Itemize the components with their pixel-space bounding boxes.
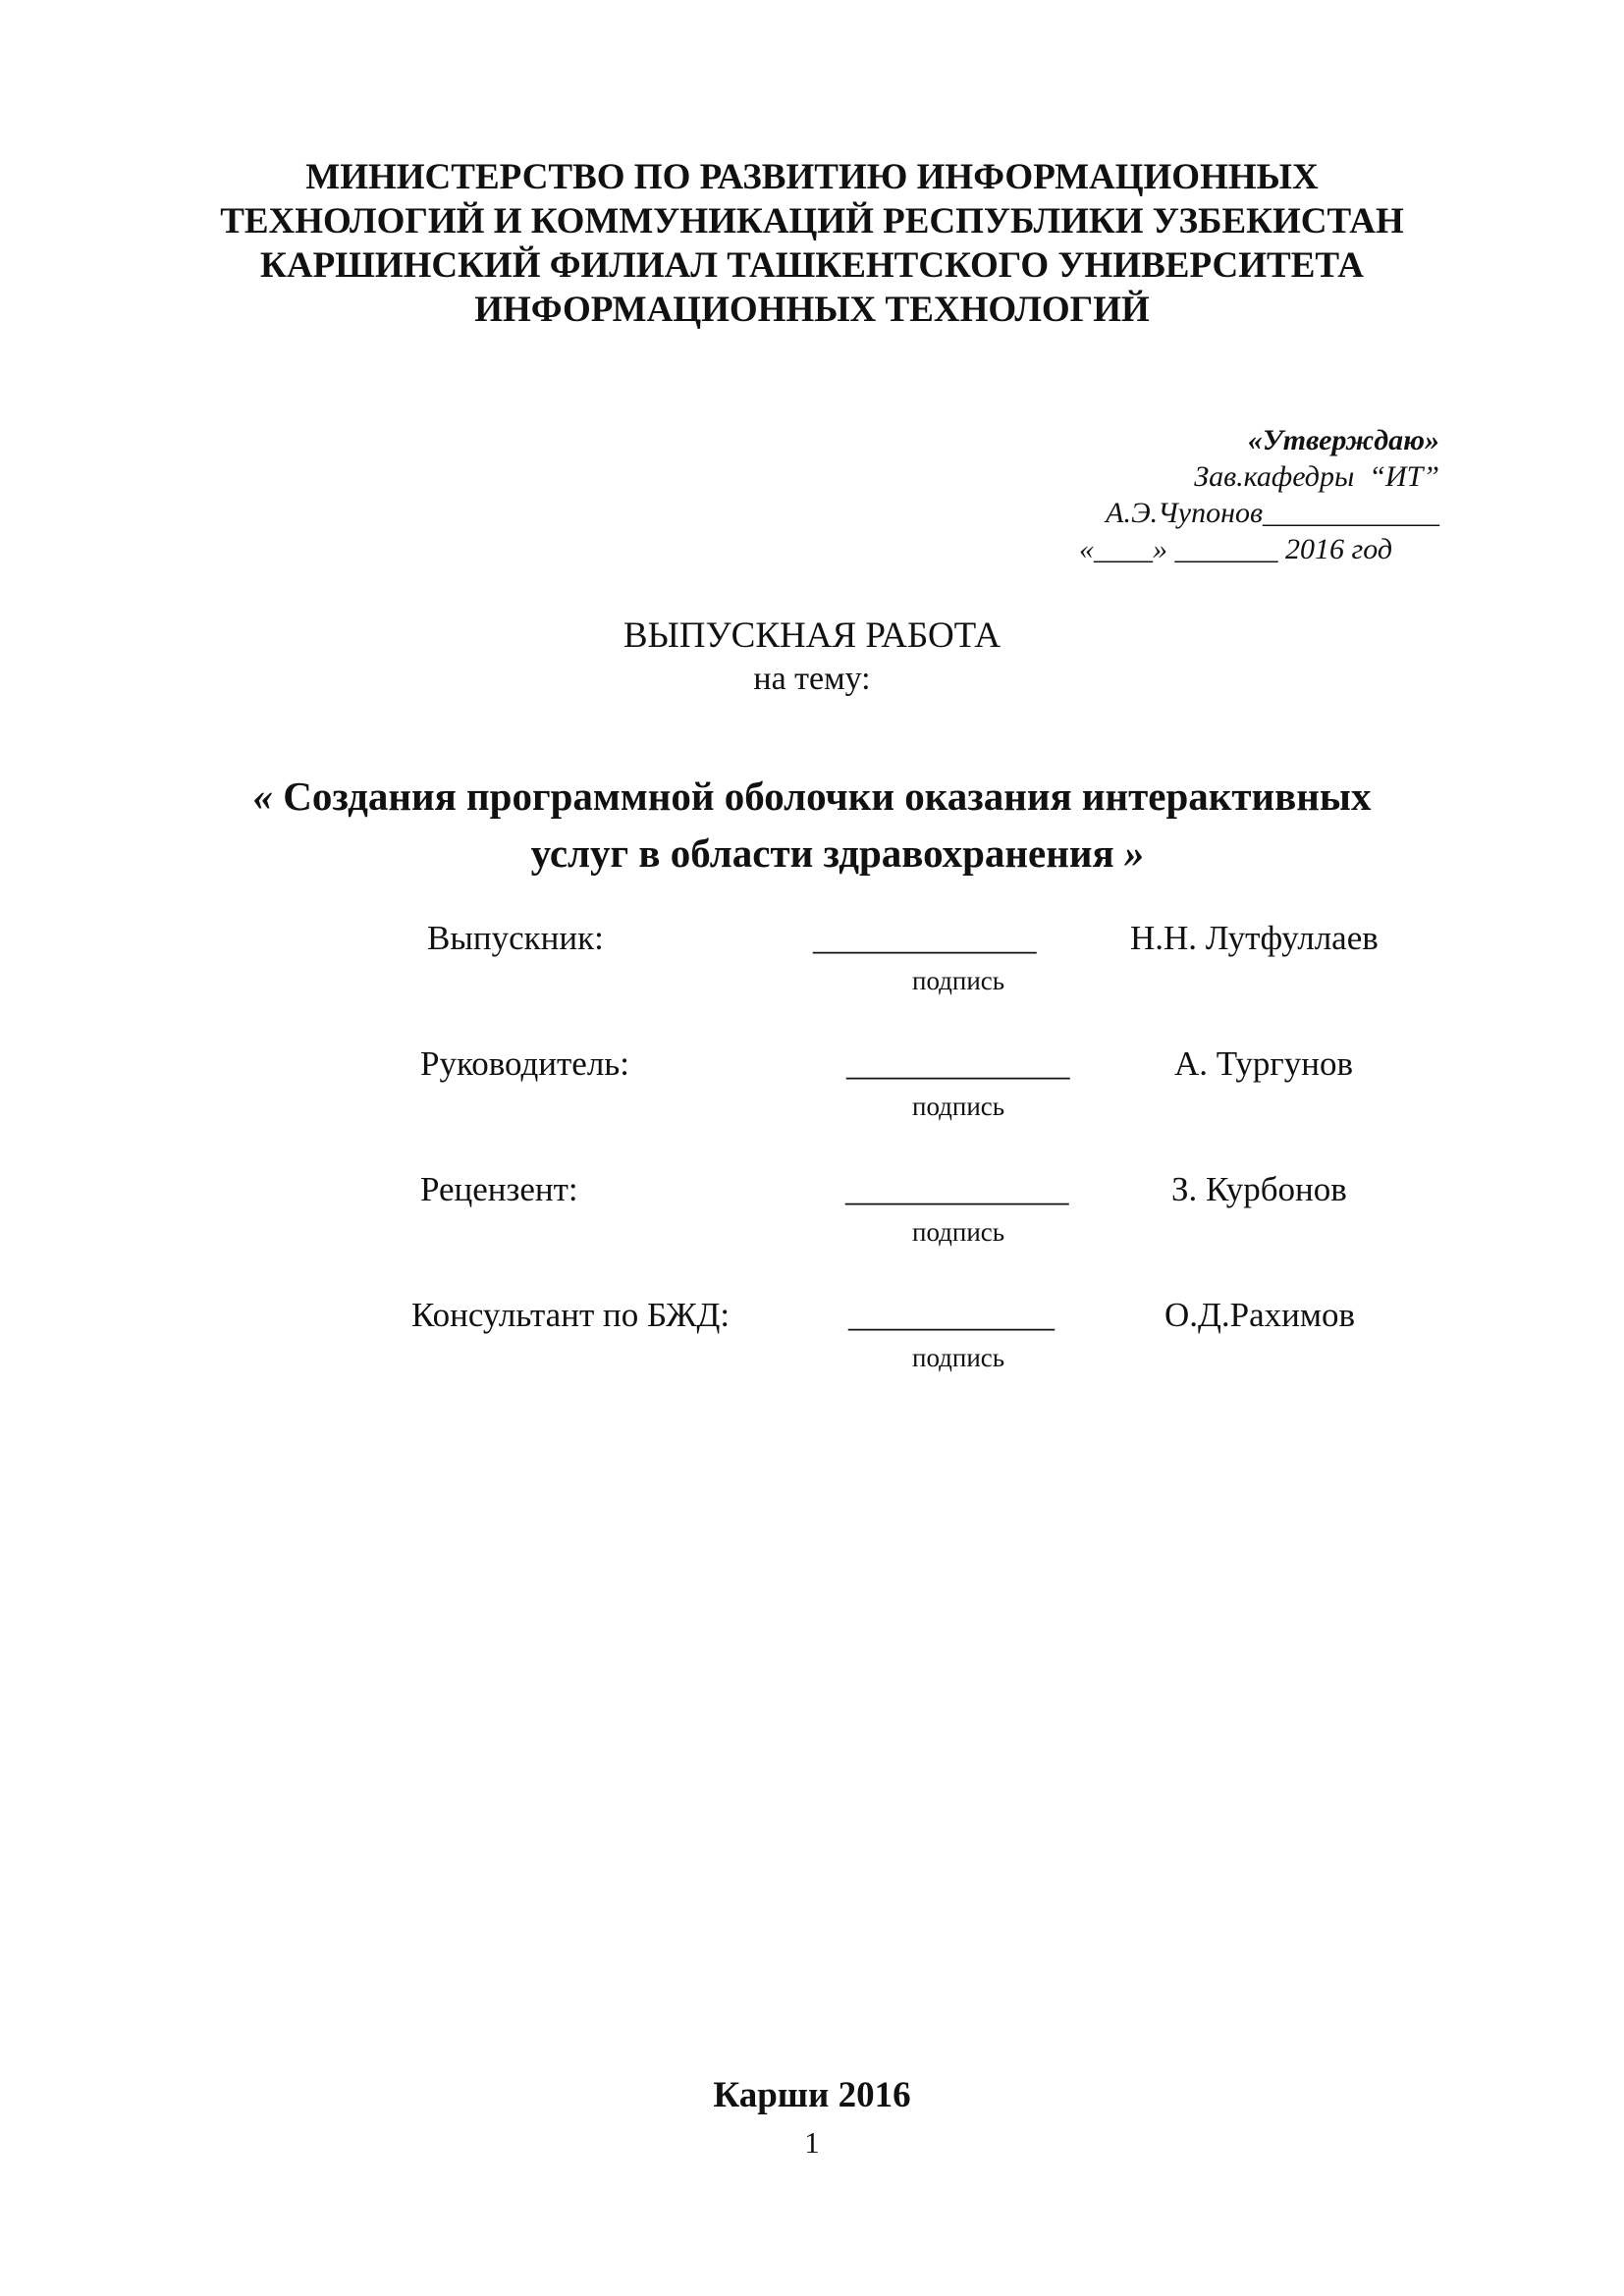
signature-line: _____________ bbox=[846, 1044, 1070, 1083]
signatory-role: Рецензент: bbox=[420, 1170, 578, 1208]
quote-close: » bbox=[1123, 830, 1145, 876]
approval-department: Зав.кафедры “ИТ” bbox=[1194, 460, 1439, 493]
signature-hint: подпись bbox=[912, 1092, 1005, 1121]
signature-line: _____________ bbox=[845, 1170, 1069, 1208]
signatory-name: О.Д.Рахимов bbox=[1164, 1296, 1356, 1334]
header-line: КАРШИНСКИЙ ФИЛИАЛ ТАШКЕНТСКОГО УНИВЕРСИТЕТА bbox=[260, 245, 1364, 286]
approval-title: «Утверждаю» bbox=[1247, 424, 1439, 456]
approval-date: «____» _______ 2016 год bbox=[1079, 533, 1392, 565]
page-number: 1 bbox=[804, 2125, 820, 2160]
topic-text-2: услуг в области здравохранения bbox=[530, 830, 1124, 876]
approval-block bbox=[1079, 422, 1439, 567]
signature-line: ____________ bbox=[848, 1296, 1055, 1334]
signatory-name: Н.Н. Лутфуллаев bbox=[1130, 919, 1379, 957]
signature-hint: подпись bbox=[912, 1217, 1005, 1247]
header-line: ТЕХНОЛОГИЙ И КОММУНИКАЦИЙ РЕСПУБЛИКИ УЗБЕКИСТАН bbox=[220, 201, 1404, 241]
quote-open: « bbox=[252, 774, 274, 819]
topic-line-1 bbox=[0, 768, 1624, 825]
signatory-row bbox=[0, 1296, 1624, 1384]
signatory-role: Руководитель: bbox=[420, 1044, 629, 1083]
signatory-role: Консультант по БЖД: bbox=[411, 1296, 731, 1334]
topic-text-1: Создания программной оболочки оказания интерактивных bbox=[273, 774, 1372, 819]
thesis-topic bbox=[0, 768, 1624, 881]
signature-hint: подпись bbox=[912, 966, 1005, 995]
work-subtitle: на тему: bbox=[753, 661, 871, 697]
topic-line-2 bbox=[0, 825, 1624, 881]
signatory-row bbox=[0, 1170, 1624, 1258]
signatory-row bbox=[0, 919, 1624, 1007]
signature-line: _____________ bbox=[813, 919, 1037, 957]
signatory-name: З. Курбонов bbox=[1171, 1170, 1347, 1208]
signatory-name: А. Тургунов bbox=[1174, 1044, 1354, 1083]
header-line: МИНИСТЕРСТВО ПО РАЗВИТИЮ ИНФОРМАЦИОННЫХ bbox=[305, 157, 1319, 197]
signatory-row bbox=[0, 1044, 1624, 1133]
work-title: ВЫПУСКНАЯ РАБОТА bbox=[623, 615, 1001, 656]
approval-head: А.Э.Чупонов____________ bbox=[1106, 497, 1439, 529]
signatory-role: Выпускник: bbox=[427, 919, 604, 957]
signature-hint: подпись bbox=[912, 1343, 1005, 1372]
ministry-header bbox=[0, 155, 1624, 332]
header-line: ИНФОРМАЦИОННЫХ ТЕХНОЛОГИЙ bbox=[474, 290, 1150, 330]
city-year: Карши 2016 bbox=[713, 2075, 911, 2115]
